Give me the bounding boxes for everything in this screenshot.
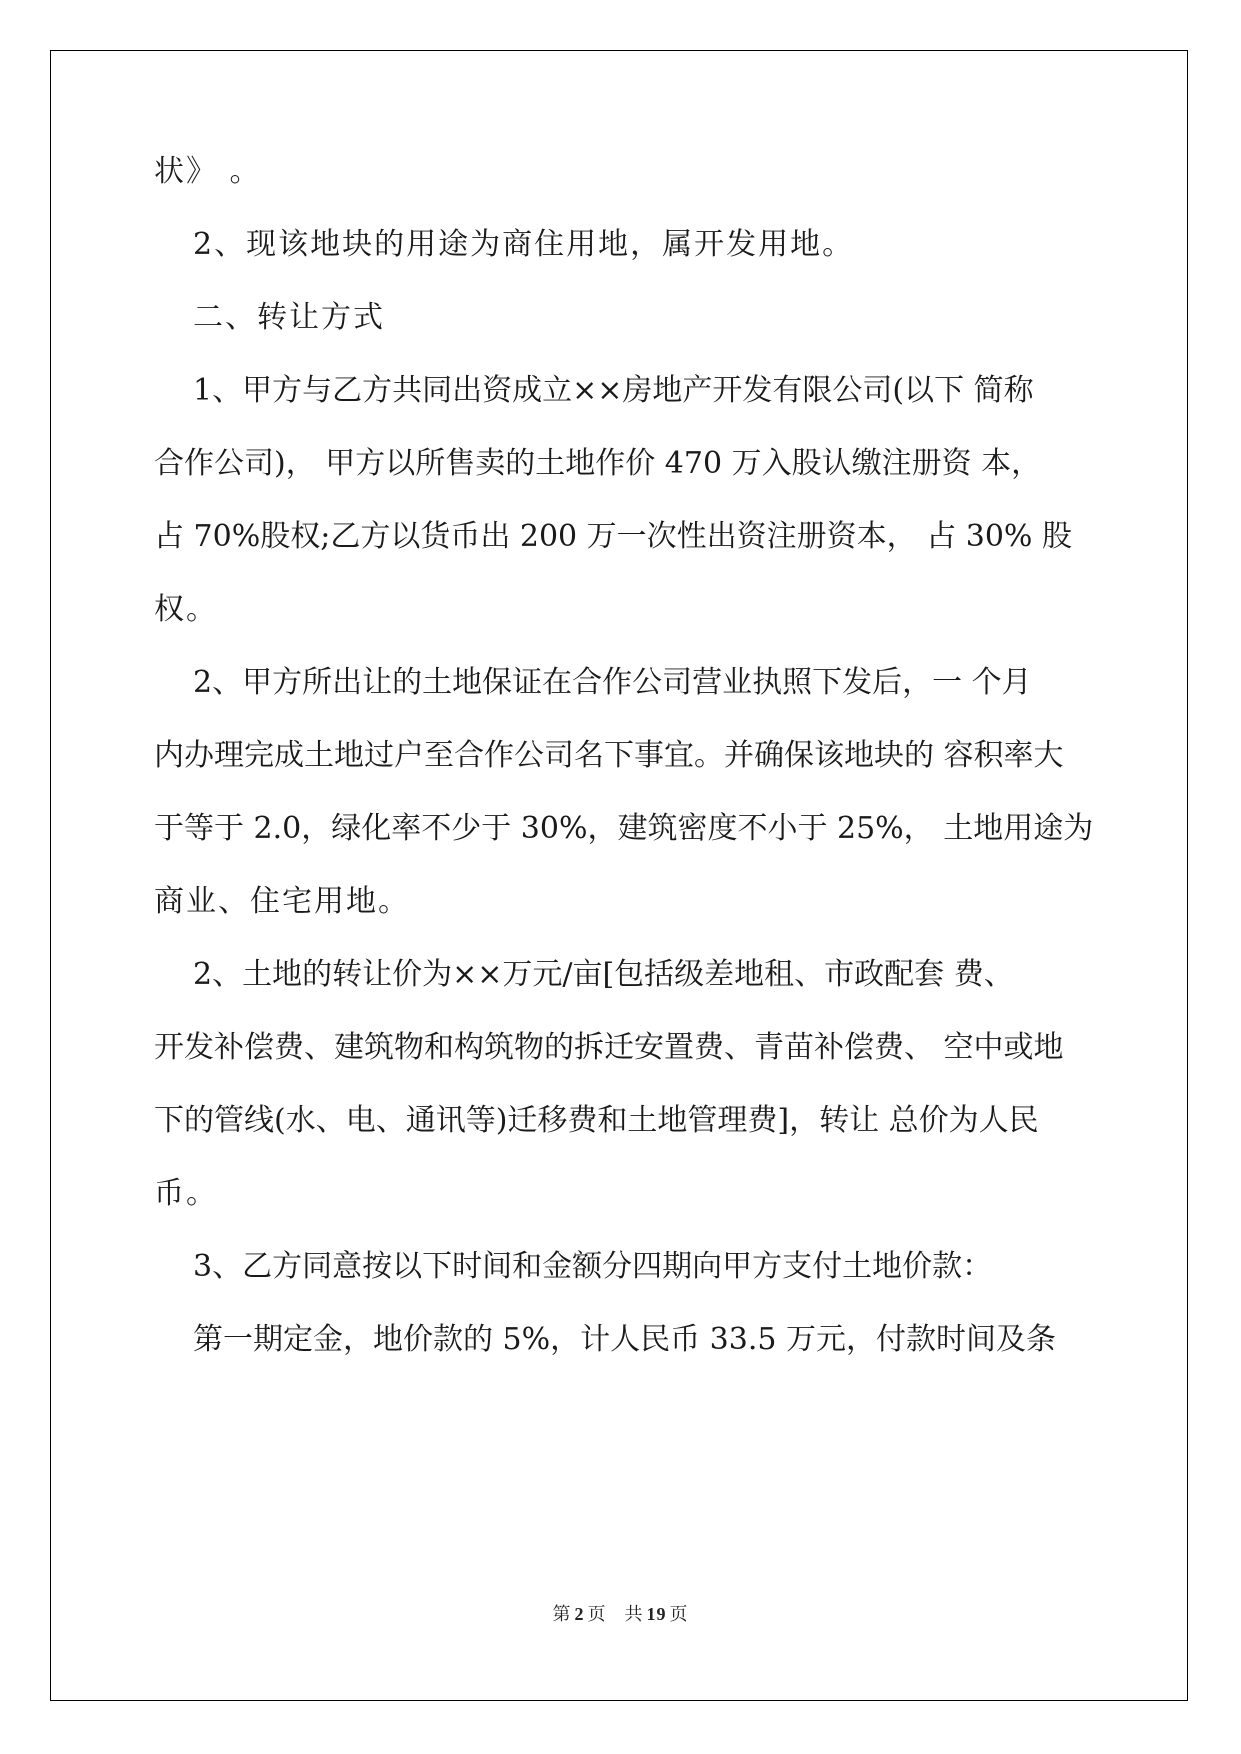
body-line-17: 第一期定金，地价款的 5%，计人民币 33.5 万元，付款时间及条 (193, 1322, 1056, 1357)
body-line-2: 2、现该地块的用途为商住用地，属开发用地。 (193, 227, 855, 262)
footer-prefix: 第 (552, 1604, 572, 1624)
body-line-14: 下的管线(水、电、通讯等)迁移费和土地管理费]，转让 总价为人民 (154, 1103, 1039, 1138)
footer-page-suffix: 页 (587, 1604, 607, 1624)
body-line-13: 开发补偿费、建筑物和构筑物的拆迁安置费、青苗补偿费、 空中或地 (154, 1030, 1064, 1065)
body-line-11: 商业、住宅用地。 (154, 884, 410, 919)
body-line-7: 权。 (154, 592, 218, 627)
body-line-15: 币。 (154, 1176, 218, 1211)
body-line-8: 2、甲方所出让的土地保证在合作公司营业执照下发后，一 个月 (193, 665, 1032, 700)
body-line-6: 占 70%股权;乙方以货币出 200 万一次性出资注册资本， 占 30% 股 (154, 519, 1072, 554)
footer-total-suffix: 页 (669, 1604, 689, 1624)
body-line-10: 于等于 2.0，绿化率不少于 30%，建筑密度不小于 25%， 土地用途为 (154, 811, 1094, 846)
body-line-12: 2、土地的转让价为××万元/亩[包括级差地租、市政配套 费、 (193, 957, 1014, 992)
body-line-16: 3、乙方同意按以下时间和金额分四期向甲方支付土地价款： (193, 1249, 993, 1284)
footer-page-number: 2 (574, 1604, 585, 1624)
body-line-5: 合作公司)， 甲方以所售卖的土地作价 470 万入股认缴注册资 本， (154, 446, 1042, 481)
body-line-4: 1、甲方与乙方共同出资成立××房地产开发有限公司(以下 简称 (193, 373, 1034, 408)
body-line-9: 内办理完成土地过户至合作公司名下事宜。并确保该地块的 容积率大 (154, 738, 1064, 773)
section-heading: 二、转让方式 (193, 300, 385, 335)
body-line-1: 状》 。 (154, 154, 262, 189)
footer-total-prefix: 共 (624, 1604, 644, 1624)
page-footer (0, 1600, 1241, 1626)
footer-total-pages: 19 (646, 1604, 667, 1624)
